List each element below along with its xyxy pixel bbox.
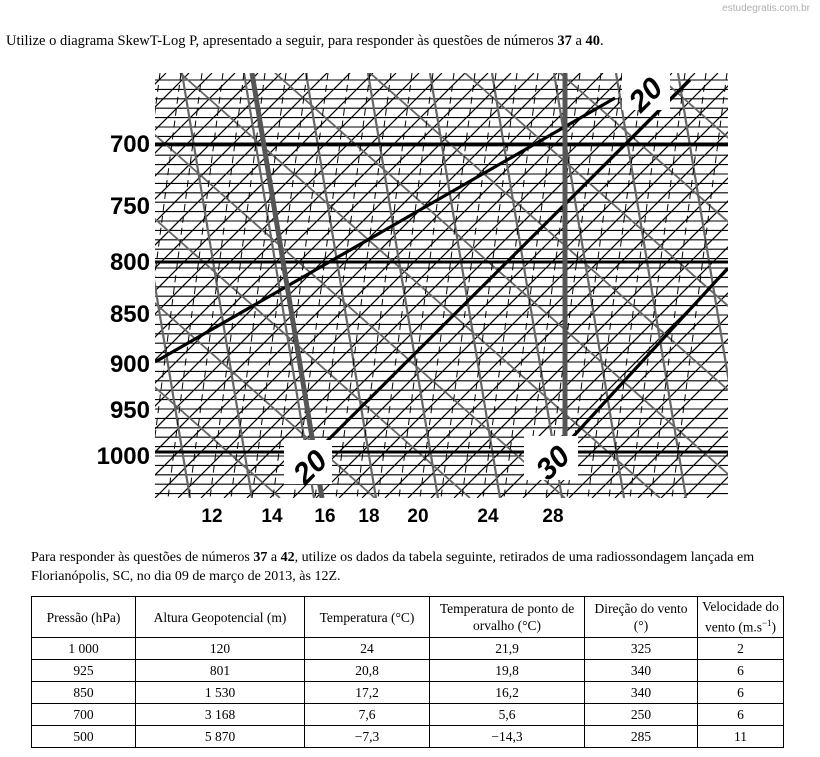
cell-dewpoint: 19,8: [430, 660, 585, 682]
cell-wind-direction: 325: [585, 638, 698, 660]
line-label-20-top: 20: [622, 71, 670, 119]
cell-dewpoint: −14,3: [430, 726, 585, 748]
pressure-label-850: 850: [109, 301, 150, 328]
intro-text-part: a: [571, 33, 586, 49]
pressure-label-750: 750: [109, 193, 150, 220]
cell-dewpoint: 21,9: [430, 638, 585, 660]
paragraph-question-end: 42: [280, 550, 295, 565]
header-height: Altura Geopotencial (m): [136, 597, 305, 638]
cell-temperature: 20,8: [305, 660, 430, 682]
temperature-label-12: 12: [201, 506, 223, 527]
pressure-axis-labels: [97, 131, 150, 470]
line-label-20-bottom: 20: [287, 444, 334, 491]
intro-text-part: Utilize o diagrama SkewT-Log P, apresentado a seguir, para responder às questões de números: [6, 33, 558, 49]
pressure-label-950: 950: [109, 397, 150, 424]
temperature-label-20: 20: [407, 506, 429, 527]
temperature-label-14: 14: [261, 506, 283, 527]
header-wind-speed-close: ): [771, 619, 777, 635]
cell-height: 5 870: [136, 726, 305, 748]
paragraph-text-part: Para responder às questões de números: [31, 550, 254, 565]
temperature-label-16: 16: [314, 506, 336, 527]
cell-wind-direction: 250: [585, 704, 698, 726]
header-wind-speed-exponent: −1: [761, 618, 772, 629]
paragraph-text-part: , utilize os dados da tabela seguinte, retirados de uma radiossondagem lançada em Florianópolis, SC, no dia 09 de março de 2013, às 12Z.: [31, 550, 755, 584]
pressure-label-800: 800: [109, 249, 150, 276]
pressure-label-700: 700: [109, 131, 150, 158]
line-label-30: 30: [529, 439, 577, 487]
cell-height: 801: [136, 660, 305, 682]
cell-wind-speed: 6: [698, 660, 784, 682]
cell-temperature: 17,2: [305, 682, 430, 704]
intro-text-part: .: [600, 33, 604, 49]
intro-question-end: 40: [585, 33, 601, 49]
cell-height: 3 168: [136, 704, 305, 726]
header-wind-direction: Direção do vento (°): [585, 597, 698, 638]
temperature-label-18: 18: [358, 506, 380, 527]
header-pressure: Pressão (hPa): [32, 597, 136, 638]
cell-temperature: 7,6: [305, 704, 430, 726]
cell-pressure: 925: [32, 660, 136, 682]
paragraph-text-part: a: [267, 550, 281, 565]
instruction-paragraph: [31, 548, 816, 586]
header-dewpoint: Temperatura de ponto de orvalho (°C): [430, 597, 585, 638]
table-row: [32, 726, 784, 748]
header-wind-speed: [698, 597, 784, 638]
pressure-label-1000: 1000: [96, 443, 150, 470]
table-row: [32, 682, 784, 704]
cell-wind-speed: 6: [698, 682, 784, 704]
temperature-label-28: 28: [542, 506, 564, 527]
header-temperature: Temperatura (°C): [305, 597, 430, 638]
table-row: [32, 660, 784, 682]
cell-height: 1 530: [136, 682, 305, 704]
intro-question-start: 37: [557, 33, 572, 49]
cell-temperature: −7,3: [305, 726, 430, 748]
temperature-label-24: 24: [477, 506, 499, 527]
cell-dewpoint: 5,6: [430, 704, 585, 726]
table-header-row: [32, 597, 784, 638]
watermark: estudegratis.com.br: [722, 3, 810, 14]
cell-wind-direction: 340: [585, 660, 698, 682]
cell-wind-speed: 6: [698, 704, 784, 726]
cell-wind-speed: 11: [698, 726, 784, 748]
cell-wind-speed: 2: [698, 638, 784, 660]
cell-pressure: 1 000: [32, 638, 136, 660]
cell-height: 120: [136, 638, 305, 660]
cell-wind-direction: 285: [585, 726, 698, 748]
cell-dewpoint: 16,2: [430, 682, 585, 704]
cell-pressure: 850: [32, 682, 136, 704]
cell-temperature: 24: [305, 638, 430, 660]
header-wind-speed-label: Velocidade do vento (m.s: [702, 599, 779, 635]
table-row: [32, 638, 784, 660]
sounding-table: [31, 596, 784, 748]
cell-pressure: 700: [32, 704, 136, 726]
pressure-label-900: 900: [109, 351, 150, 378]
table-row: [32, 704, 784, 726]
paragraph-question-start: 37: [253, 550, 268, 565]
temperature-axis-labels: [201, 506, 563, 527]
isobar-bold-lines: [155, 144, 728, 452]
cell-wind-direction: 340: [585, 682, 698, 704]
cell-pressure: 500: [32, 726, 136, 748]
